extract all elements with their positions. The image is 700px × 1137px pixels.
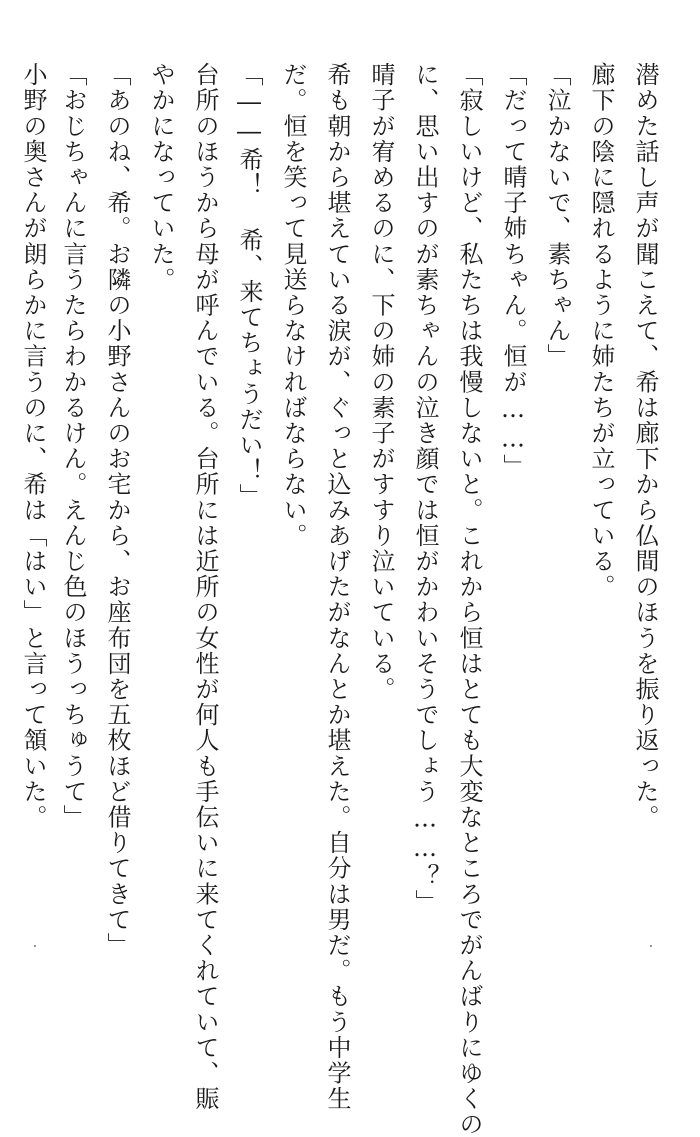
text-line-5: 「寂しいけど、私たちは我慢しないと。これから恒はとても大変なところでがんばりにゆくの [455,62,483,1137]
text-line-13: 「あのね、希。お隣の小野さんのお宅から、お座布団を五枚ほど借りてきて」 [103,62,131,958]
text-line-3: 「泣かないで、素ちゃん」 [543,62,571,370]
text-line-2: 廊下の陰に隠れるように姉たちが立っている。 [587,62,615,600]
page-corner-mark-right [650,945,652,947]
text-line-1: 潜めた話し声が聞こえて、希は廊下から仏間のほうを振り返った。 [631,62,659,830]
text-line-9: だ。恒を笑って見送らなければならない。 [279,62,307,549]
text-line-8: 希も朝から堪えている涙が、ぐっと込みあげたがなんとか堪えた。自分は男だ。もう中学生 [323,62,351,1112]
page-corner-mark-left [34,945,36,947]
text-line-12: やかになっていた。 [147,62,175,293]
text-line-6: に、思い出すのが素ちゃんの泣き顔では恒がかわいそうでしょう……？」 [411,62,439,915]
text-line-11: 台所のほうから母が呼んでいる。台所には近所の女性が何人も手伝いに来てくれていて、賑 [191,62,219,1112]
text-line-15: 小野の奥さんが朗らかに言うのに、希は「はい」と言って頷いた。 [19,62,47,830]
text-line-4: 「だって晴子姉ちゃん。恒が……」 [499,62,527,480]
vertical-text-block [19,62,660,1137]
text-line-10: 「――希！ 希、来てちょうだい！」 [235,62,263,510]
text-line-7: 晴子が宥めるのに、下の姉の素子がすすり泣いている。 [367,62,395,702]
text-line-14: 「おじちゃんに言うたらわかるけん。えんじ色のほうっちゅうて」 [59,62,87,830]
